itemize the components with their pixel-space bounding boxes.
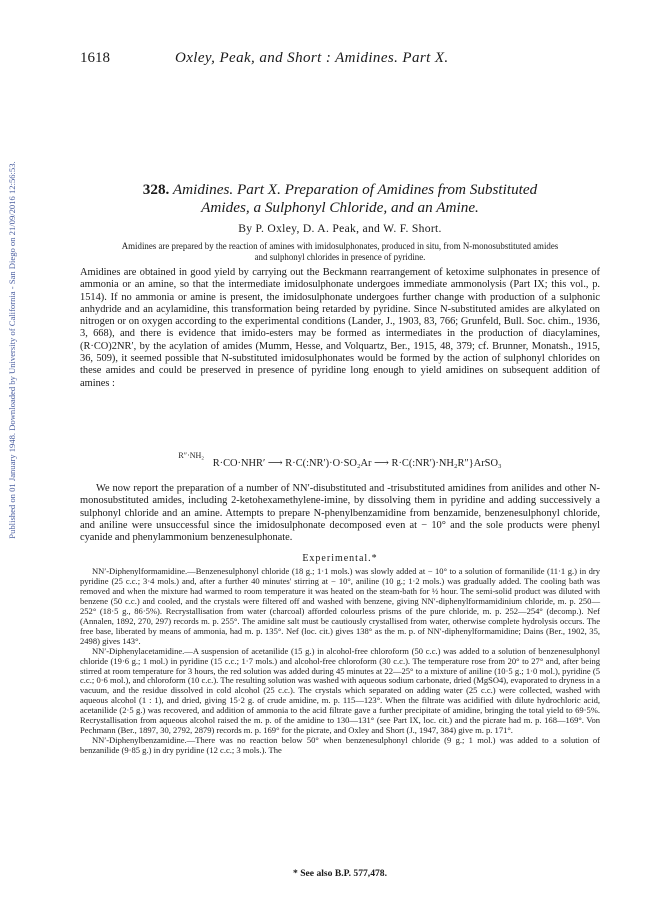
experimental-paragraph: NN′-Diphenylacetamidine.—A suspension of acetanilide (15 g.) in alcohol-free chloroform (50 c.c.) was added to a solution of benzenesulphonyl chloride (19·6 g.; 1 mol.) in pyridine (15 c.c.; 1·7 mols.) and alcohol-free chloroform (30 c.c.). The temperature rose from 20° to 27° and, after being stirred at room temperature for 3 hours, the red solution was added during 45 minutes at 22—25° to a mixture of aniline (10·5 g.; 1·0 mol.), pyridine (5 c.c.; 0·6 mol.), and chloroform (10 c.c.). The resulting solution was washed with aqueous sodium carbonate, dried (MgSO4), evaporated to dryness in a vacuum, and the residue dissolved in cold alcohol (25 c.c.). The crystals which separated on adding water (25 c.c.) were collected, washed with aqueous alcohol (1 : 1), and dried, giving 15·2 g. of crude amidine, m. p. 115—123°. When the filtrate was acidified with dilute hydrochloric acid, acetanilide (2·5 g.) was recovered, and addition of ammonia to the acid filtrate gave a further precipitate of amidine, bringing the total yield to 69·5%. Recrystallisation from aqueous alcohol raised the m. p. of the amidine to 130—131° (see Part IX, loc. cit.) and the picrate had m. p. 168—169°. Von Pechmann (Ber., 1897, 30, 2792, 2879) records m. p. 169° for the picrate, and Oxley and Short (J., 1947, 384) give m. p. 171°. <box>80 645 600 736</box>
experimental-paragraph: NN′-Diphenylbenzamidine.—There was no reaction below 50° when benzenesulphonyl chloride (9 g.; 1 mol.) was added to a solution of benzanilide (9·85 g.) in dry pyridine (12 c.c.; 3 mols.). The <box>80 735 600 756</box>
equation-reagent: R″·NH₂ <box>178 451 205 460</box>
reaction-equation <box>80 451 600 469</box>
running-header <box>80 50 600 70</box>
experimental-heading: Experimental.* <box>302 553 378 564</box>
intro-paragraph: Amidines are obtained in good yield by carrying out the Beckmann rearrangement of ketoxime sulphonates in presence of ammonia or an amine, so that the intermediate imidosulphonate undergoes immediate ammonolysis (Part IX; this vol., p. 1514). If no ammonia or amine is present, the imidosulphonate undergoes further change with production of a sulphonic anhydride and an acylamidine, this transformation being retarded by pyridine. Since N-substituted amides are alkylated on nitrogen or on oxygen according to the experimental conditions (Lander, J., 1903, 83, 766; Grunfeld, Bull. Soc. chim., 1936, 3, 668), and there is evidence that imido-esters may be formed as intermediates in the production of diacylamines, (R·CO)2NR′, by the acylation of amides (Mumm, Hesse, and Volquartz, Ber., 1915, 48, 379; cf. Brunner, Monatsh., 1915, 36, 509), it seemed possible that N-substituted imidosulphonates would be formed by the action of sulphonyl chlorides on these amides and could be preserved in presence of pyridine long enough to yield amidines on subsequent addition of amines : <box>80 267 600 389</box>
intro-section <box>80 267 600 390</box>
sidebar-note-text: Published on 01 January 1948. Downloaded by University of California - San Diego on 21/09/2016 12:56:53. <box>7 161 17 539</box>
second-section <box>80 483 600 544</box>
footnote: * See also B.P. 577,478. <box>293 868 387 879</box>
running-title: Oxley, Peak, and Short : Amidines. Part X. <box>175 50 449 66</box>
article-number: 328. <box>142 181 170 198</box>
equation-text: R·CO·NHR′ ⟶ R·C(:NR′)·O·SO₂Ar ⟶ R·C(:NR′)·NH₂R″}ArSO₃ <box>212 458 502 469</box>
page-number: 1618 <box>80 50 110 66</box>
article-title-line2: Amides, a Sulphonyl Chloride, and an Amine. <box>201 199 479 216</box>
author-line: By P. Oxley, D. A. Peak, and W. F. Short. <box>238 222 442 235</box>
article-title <box>80 181 600 217</box>
experimental-section <box>80 567 600 756</box>
second-paragraph: We now report the preparation of a number of NN′-disubstituted and -trisubstituted amidines from anilides and other N-monosubstituted amides, including 2-ketohexamethylene-imine, by dissolving them in pyridine and adding successively a sulphonyl chloride and an amine. Attempts to prepare N-phenylbenzamidine from benzamide, benzenesulphonyl chloride, and aniline were unsuccessful since the imidosulphonate decomposed even at − 10° and the sole products were phenyl cyanide and phenylammonium benzenesulphonate. <box>80 483 600 544</box>
experimental-paragraph: NN′-Diphenylformamidine.—Benzenesulphonyl chloride (18 g.; 1·1 mols.) was slowly added at − 10° to a solution of formanilide (11·1 g.) in dry pyridine (25 c.c.; 3·4 mols.) and, after a further 40 minutes' stirring at − 10°, aniline (10 g.; 1·2 mols.) was gradually added. The cooling bath was removed and when the mixture had warmed to room temperature it was heated on the steam-bath for ½ hour. The semi-solid product was diluted with benzene (50 c.c.) and cooled, and the crystals were filtered off and washed with benzene, giving NN′-diphenylformamidinium chloride, m. p. 250—252° (18·5 g., 86·5%). Recrystallisation from water (charcoal) afforded colourless prisms of the pure chloride, m. p. 252—254° (decomp.). Nef (Annalen, 1892, 270, 297) records m. p. 255°. The amidine salt must be cautiously crystallised from water, otherwise complete hydrolysis occurs. The free base, liberated by means of ammonia, had m. p. 135°. Nef (loc. cit.) gives 138° as the m. p. of NN′-diphenylformamidine; Dains (Ber., 1902, 35, 2498) gives 143°. <box>80 566 600 646</box>
abstract: Amidines are prepared by the reaction of amines with imidosulphonates, produced in situ, from N-monosubstituted amides and sulphonyl chlorides in presence of pyridine. <box>121 241 559 262</box>
article-title-line1: Amidines. Part X. Preparation of Amidines from Substituted <box>172 181 538 198</box>
publication-sidebar-note <box>2 90 22 610</box>
